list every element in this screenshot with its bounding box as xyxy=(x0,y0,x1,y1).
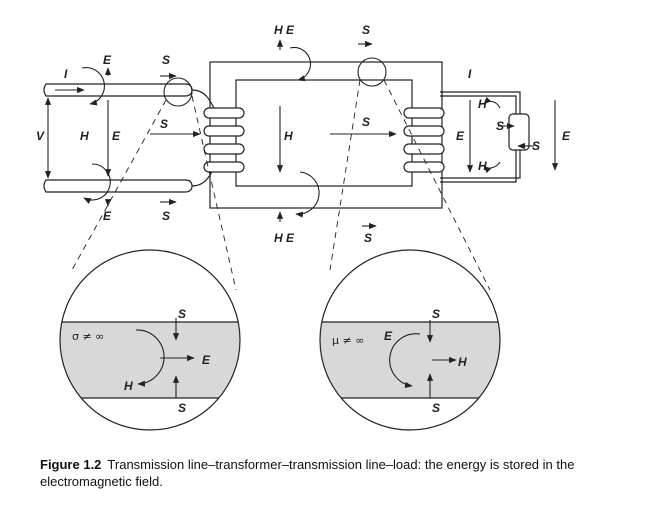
label-S-zoomL-bottom: S xyxy=(178,401,187,415)
label-S-load: S xyxy=(532,139,541,153)
label-E-left: E xyxy=(112,129,121,143)
label-I-right: I xyxy=(468,67,472,81)
label-E-top-left: E xyxy=(103,53,112,67)
figure-label: Figure 1.2 xyxy=(40,457,102,472)
label-H-zoomL: H xyxy=(124,379,133,393)
label-S-zoomR-bottom: S xyxy=(432,401,441,415)
label-S-top-left: S xyxy=(162,53,171,67)
label-S-mid-left: S xyxy=(160,117,169,131)
label-S-load-top: S xyxy=(496,119,505,133)
label-E-zoomR: E xyxy=(384,329,393,343)
label-H-top-right: H xyxy=(478,97,487,111)
label-S-zoomR-top: S xyxy=(432,307,441,321)
field-arrows xyxy=(48,40,555,226)
label-E-right-outer: E xyxy=(562,129,571,143)
label-H-left: H xyxy=(80,129,89,143)
label-HE-bottom: H E xyxy=(274,231,295,245)
label-H-zoomR: H xyxy=(458,355,467,369)
label-E-zoomL: E xyxy=(202,353,211,367)
secondary-coil xyxy=(404,108,444,172)
load-resistor xyxy=(509,114,529,150)
label-S-top-core: S xyxy=(362,23,371,37)
label-S-bottom-core: S xyxy=(364,231,373,245)
label-S-zoomL-top: S xyxy=(178,307,187,321)
label-E-bottom-left: E xyxy=(103,209,112,223)
label-H-core: H xyxy=(284,129,293,143)
label-I-left: I xyxy=(64,67,68,81)
label-E-right-inner: E xyxy=(456,129,465,143)
caption-text: Transmission line–transformer–transmission line–load: the energy is stored in the electromagnetic field. xyxy=(40,457,575,489)
label-mu: μ ≠ ∞ xyxy=(332,334,365,347)
label-H-bottom-right: H xyxy=(478,159,487,173)
figure-caption xyxy=(40,456,600,490)
label-S-core: S xyxy=(362,115,371,129)
label-V: V xyxy=(36,129,45,143)
label-sigma: σ ≠ ∞ xyxy=(72,330,105,343)
label-S-bottom-left: S xyxy=(162,209,171,223)
label-HE-top: H E xyxy=(274,23,295,37)
